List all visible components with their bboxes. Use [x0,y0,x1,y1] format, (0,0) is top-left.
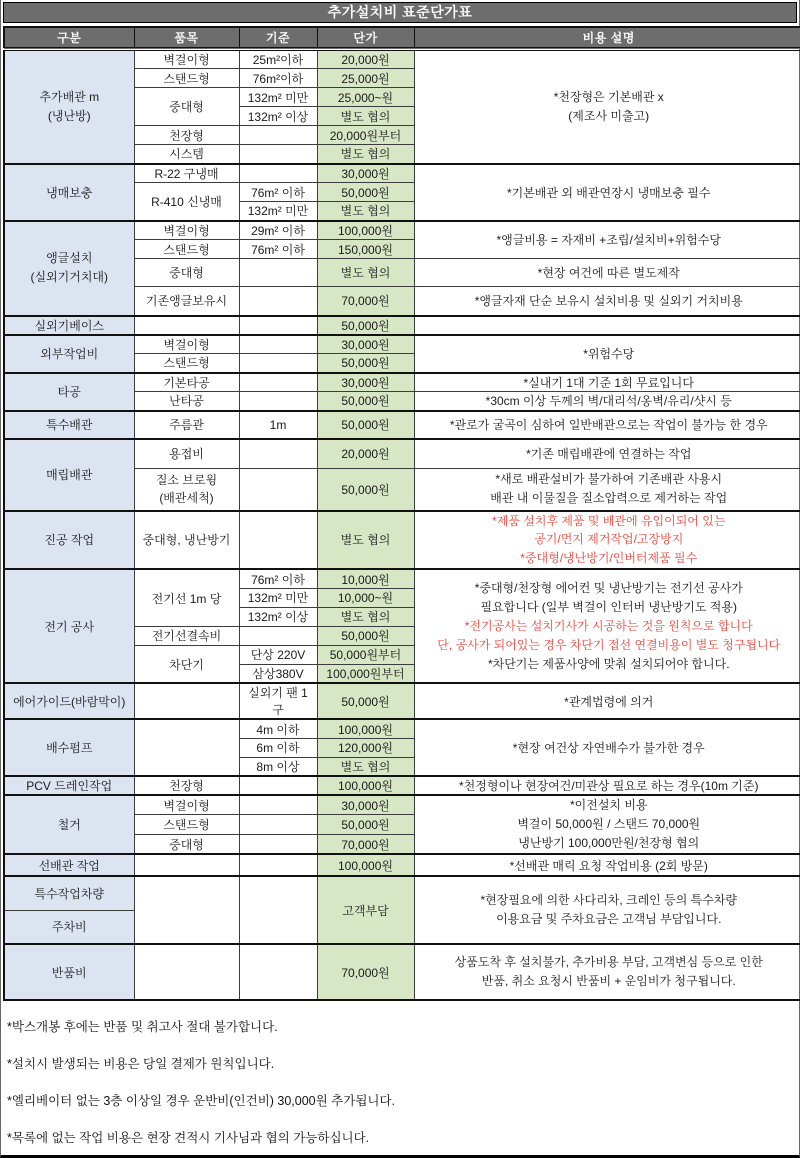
criteria-cell [239,854,317,876]
criteria-cell: 132m² 미만 [239,588,317,607]
description-cell: *앵글자재 단순 보유시 설치비용 및 실외기 거치비용 [414,287,800,316]
criteria-cell: 6m 이하 [239,738,317,757]
item-cell: 중대형 [134,835,239,855]
description-cell: *30cm 이상 두께의 벽/대리석/옹벽/유리/샷시 등 [414,392,800,411]
category-cell: 실외기베이스 [4,316,134,335]
table-row [4,776,800,795]
criteria-cell [239,335,317,354]
criteria-cell [239,145,317,164]
item-cell [134,944,239,1000]
price-cell: 50,000원 [317,815,414,835]
description-cell: *새로 배관설비가 불가하여 기존배관 사용시 배관 내 이물질을 질소압력으로 제거하는 작업 [414,469,800,511]
price-cell: 50,000원 [317,183,414,202]
table-row [4,49,800,69]
category-cell: 진공 작업 [4,511,134,570]
criteria-cell: 1m [239,411,317,439]
price-cell: 50,000원 [317,626,414,645]
item-cell: 벽걸이형 [134,221,239,240]
description-cell: *관계법령에 의거 [414,683,800,719]
category-cell: 특수작업차량 [4,876,134,910]
price-cell: 100,000원 [317,854,414,876]
item-cell: 벽걸이형 [134,335,239,354]
price-cell: 50,000원 [317,316,414,335]
description-cell: *기존 매립배관에 연결하는 작업 [414,439,800,469]
description-cell: *기본배관 외 배관연장시 냉매보충 필수 [414,164,800,221]
col-header-criteria: 기준 [239,27,317,49]
category-cell: 추가배관 m (냉난방) [4,49,134,164]
item-cell: 스탠드형 [134,815,239,835]
table-row [4,683,800,719]
category-cell: 철거 [4,795,134,854]
category-cell: 냉매보충 [4,164,134,221]
criteria-cell [239,259,317,287]
price-cell: 50,000원 [317,354,414,373]
footnotes [3,1001,797,1155]
criteria-cell [239,626,317,645]
criteria-cell: 76m²이하 [239,69,317,88]
item-cell: 스탠드형 [134,240,239,259]
price-cell: 120,000원 [317,738,414,757]
item-cell: 벽걸이형 [134,49,239,69]
col-header-price: 단가 [317,27,414,49]
description-cell: 상품도착 후 설치불가, 추가비용 부담, 고객변심 등으로 인한 반품, 취소 요청시 반품비 + 운임비가 청구됩니다. [414,944,800,1000]
category-cell: 전기 공사 [4,569,134,683]
criteria-cell [239,316,317,335]
description-cell: *이전설치 비용 벽걸이 50,000원 / 스탠드 70,000원 냉난방기 100,000만원/천장형 협의 [414,795,800,854]
price-cell: 70,000원 [317,835,414,855]
price-cell: 50,000원 [317,469,414,511]
price-cell: 30,000원 [317,164,414,183]
price-cell: 150,000원 [317,240,414,259]
criteria-cell [239,776,317,795]
price-cell: 100,000원 [317,719,414,738]
table-row [4,411,800,439]
table-row [4,569,800,588]
price-cell: 30,000원 [317,373,414,392]
item-cell: R-22 구냉매 [134,164,239,183]
page-title: 추가설치비 표준단가표 [3,2,797,23]
item-cell: 전기선 1m 당 [134,569,239,626]
item-cell [134,854,239,876]
category-cell: PCV 드레인작업 [4,776,134,795]
description-cell: *관로가 굴곡이 심하여 일반배관으로는 작업이 불가능 한 경우 [414,411,800,439]
description-cell: *중대형/천장형 에어컨 및 냉난방기는 전기선 공사가 필요합니다 (일부 벽걸이 인터버 냉난방기도 적용) *전기공사는 설치기사가 시공하는 것을 원칙으로 합니다 단, 공사가 되어있는 경우 차단기 접선 연결비용이 별도 청구됩니다 *차단기는 제품사양에 맞춰 설치되어야 합니다. [414,569,800,683]
description-cell: *선배관 매릭 요청 작업비용 (2회 방문) [414,854,800,876]
criteria-cell [239,126,317,145]
price-cell: 50,000원 [317,411,414,439]
col-header-item: 품목 [134,27,239,49]
description-cell: *현장필요에 의한 사다리차, 크레인 등의 특수차량 이용요금 및 주차요금은 고객님 부담입니다. [414,876,800,944]
header-row [4,27,800,49]
col-header-description: 비용 설명 [414,27,800,49]
item-cell: 벽걸이형 [134,795,239,815]
item-cell: 스탠드형 [134,354,239,373]
description-cell: *천장형은 기본배관 x (제조사 미출고) [414,49,800,164]
criteria-cell [239,354,317,373]
description-cell: *앵글비용 = 자재비 +조립/설치비+위험수당 [414,221,800,259]
description-cell: *위험수당 [414,335,800,373]
item-cell: 질소 브로윙 (배관세척) [134,469,239,511]
table-row [4,795,800,815]
criteria-cell: 8m 이상 [239,757,317,776]
item-cell [134,876,239,944]
price-table-body [4,49,800,1000]
criteria-cell [239,815,317,835]
category-cell: 외부작업비 [4,335,134,373]
footnote: *박스개봉 후에는 반품 및 취고사 절대 불가합니다. [7,1019,278,1034]
description-cell: *제품 설치후 제품 및 배관에 유입이되어 있는 공기/먼지 제거작업/고장방지 *중대형/냉난방기/인버터제품 필수 [414,511,800,570]
table-row [4,876,800,910]
category-cell: 타공 [4,373,134,411]
category-cell: 선배관 작업 [4,854,134,876]
description-cell: *실내기 1대 기준 1회 무료입니다 [414,373,800,392]
footnote: *목록에 없는 작업 비용은 현장 견적시 기사님과 협의 가능하십니다. [7,1130,370,1145]
table-row [4,944,800,1000]
criteria-cell: 76m² 이하 [239,240,317,259]
price-cell: 30,000원 [317,335,414,354]
criteria-cell: 실외기 팬 1구 [239,683,317,719]
price-cell: 20,000원 [317,439,414,469]
price-cell: 별도 협의 [317,145,414,164]
criteria-cell [239,469,317,511]
criteria-cell: 76m² 이하 [239,183,317,202]
item-cell: 주름관 [134,411,239,439]
category-cell: 반품비 [4,944,134,1000]
table-row [4,316,800,335]
category-cell: 에어가이드(바람막이) [4,683,134,719]
item-cell: 전기선결속비 [134,626,239,645]
item-cell: 중대형 [134,259,239,287]
item-cell [134,719,239,776]
criteria-cell: 단상 220V [239,645,317,664]
description-cell: *천정형이나 현장여건/미관상 필요로 하는 경우(10m 기준) [414,776,800,795]
category-cell: 앵글설치 (실외기거치대) [4,221,134,316]
criteria-cell [239,795,317,815]
price-cell: 별도 협의 [317,511,414,570]
table-row [4,164,800,183]
criteria-cell: 삼상380V [239,664,317,683]
criteria-cell: 132m² 이상 [239,607,317,626]
criteria-cell: 132m² 이상 [239,107,317,126]
price-cell: 25,000원 [317,69,414,88]
table-row [4,511,800,570]
price-cell: 별도 협의 [317,259,414,287]
table-row [4,373,800,392]
price-cell: 100,000원 [317,776,414,795]
item-cell: 난타공 [134,392,239,411]
category-cell: 매립배관 [4,439,134,511]
item-cell [134,316,239,335]
price-cell: 25,000~원 [317,88,414,107]
price-cell: 별도 협의 [317,107,414,126]
price-cell: 10,000~원 [317,588,414,607]
criteria-cell: 4m 이하 [239,719,317,738]
price-cell: 100,000원 [317,221,414,240]
item-cell: 중대형 [134,88,239,126]
item-cell: 기존앵글보유시 [134,287,239,316]
price-cell: 30,000원 [317,795,414,815]
price-cell: 70,000원 [317,287,414,316]
description-cell: *현장 여건상 자연배수가 불가한 경우 [414,719,800,776]
criteria-cell [239,164,317,183]
price-cell: 70,000원 [317,944,414,1000]
footnote: *설치시 발생되는 비용은 당일 결제가 원칙입니다. [7,1056,275,1071]
criteria-cell: 132m² 미만 [239,202,317,221]
table-row [4,221,800,240]
criteria-cell: 29m² 이하 [239,221,317,240]
item-cell: R-410 신냉매 [134,183,239,221]
item-cell: 기본타공 [134,373,239,392]
price-table [3,26,800,1001]
price-cell: 100,000원부터 [317,664,414,683]
footnote: *엘리베이터 없는 3층 이상일 경우 운반비(인건비) 30,000원 추가됩니다. [7,1093,396,1108]
criteria-cell [239,392,317,411]
category-cell: 배수펌프 [4,719,134,776]
item-cell [134,683,239,719]
criteria-cell [239,835,317,855]
price-cell: 20,000원부터 [317,126,414,145]
criteria-cell: 76m² 이하 [239,569,317,588]
item-cell: 천장형 [134,126,239,145]
category-cell: 주차비 [4,910,134,944]
price-cell: 50,000원 [317,683,414,719]
price-cell: 별도 협의 [317,757,414,776]
criteria-cell [239,373,317,392]
description-cell: *현장 여건에 따른 별도제작 [414,259,800,287]
item-cell: 차단기 [134,645,239,683]
price-cell: 10,000원 [317,569,414,588]
item-cell: 시스템 [134,145,239,164]
item-cell: 용접비 [134,439,239,469]
price-cell: 별도 협의 [317,607,414,626]
price-cell: 50,000원 [317,392,414,411]
criteria-cell [239,439,317,469]
price-cell: 고객부담 [317,876,414,944]
criteria-cell [239,944,317,1000]
item-cell: 천장형 [134,776,239,795]
col-header-category: 구분 [4,27,134,49]
table-row [4,854,800,876]
category-cell: 특수배관 [4,411,134,439]
criteria-cell [239,876,317,944]
criteria-cell: 25m²이하 [239,49,317,69]
item-cell: 중대형, 냉난방기 [134,511,239,570]
table-row [4,719,800,738]
criteria-cell: 132m² 미만 [239,88,317,107]
item-cell: 스탠드형 [134,69,239,88]
price-cell: 별도 협의 [317,202,414,221]
table-row [4,439,800,469]
table-row [4,335,800,354]
price-cell: 50,000원부터 [317,645,414,664]
criteria-cell [239,287,317,316]
criteria-cell [239,511,317,570]
price-cell: 20,000원 [317,49,414,69]
description-cell [414,316,800,335]
